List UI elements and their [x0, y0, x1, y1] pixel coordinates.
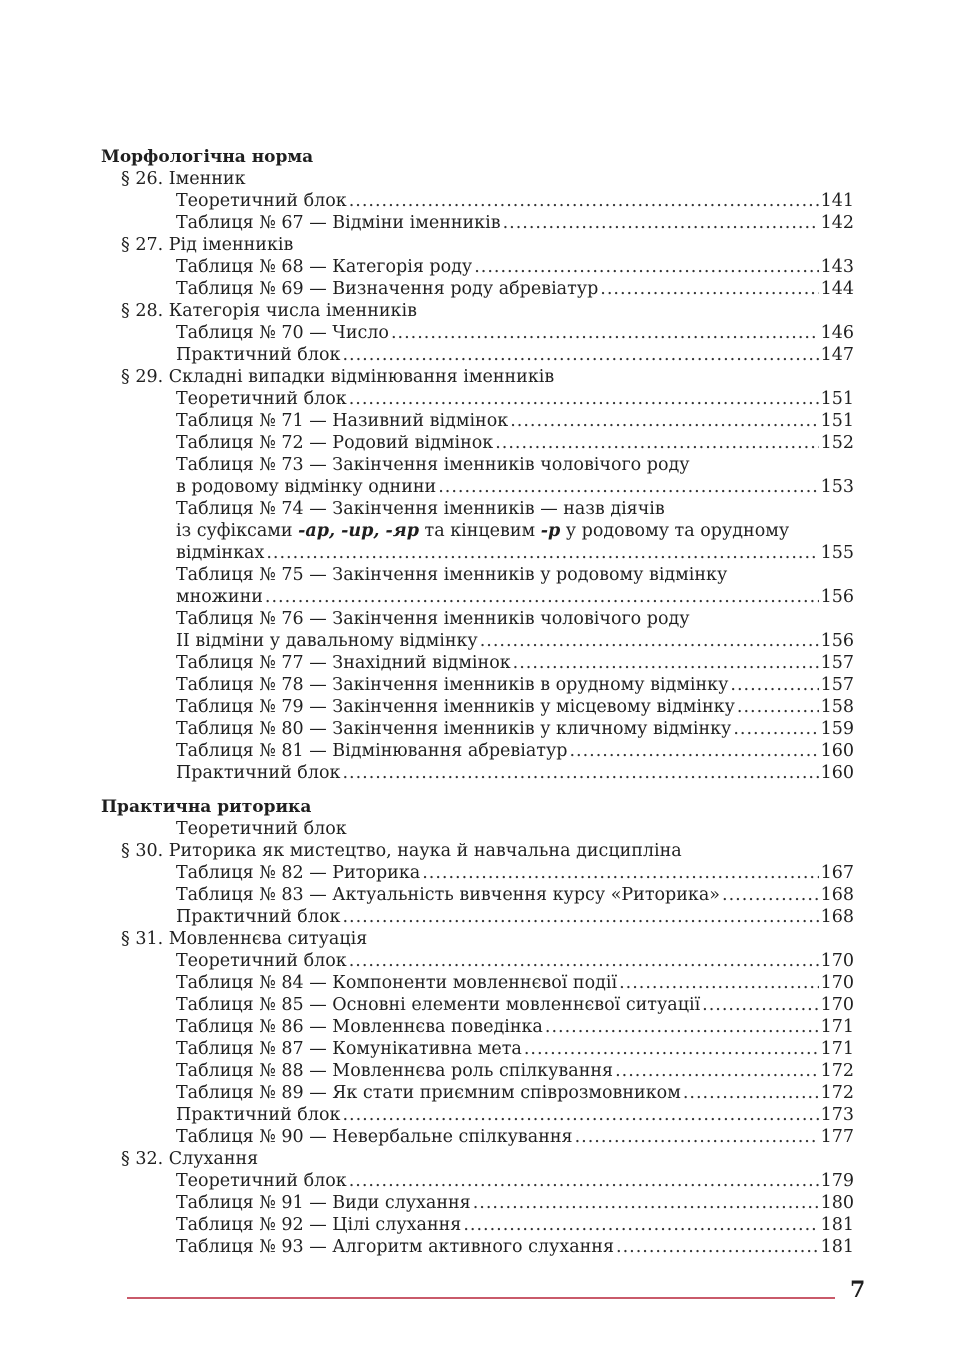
toc-entry-title: Таблиця № 84 — Компоненти мовленнєвої події — [176, 973, 618, 993]
toc-text: та кінцевим — [418, 521, 541, 541]
toc-entry — [101, 476, 854, 498]
toc-page-number: 181 — [820, 1237, 854, 1257]
toc-entry — [101, 1170, 854, 1192]
toc-paragraph-title: § 28. Категорія числа іменників — [121, 301, 417, 321]
toc-line: Таблиця № 76 — Закінчення іменників чоловічого роду — [176, 609, 690, 629]
toc-entry-title: Теоретичний блок — [176, 389, 347, 409]
toc-page-number: 151 — [820, 411, 854, 431]
dot-leader — [615, 1060, 819, 1082]
toc-entry — [101, 906, 854, 928]
toc-entry-title: Таблиця № 83 — Актуальність вивчення курсу «Риторика» — [176, 885, 721, 905]
toc-paragraph-title: § 31. Мовленнєва ситуація — [121, 929, 368, 949]
toc-entry-title: Таблиця № 68 — Категорія роду — [176, 257, 473, 277]
toc-entry-title: Практичний блок — [176, 763, 341, 783]
toc-page-number: 141 — [820, 191, 854, 211]
toc-entry — [101, 1236, 854, 1258]
dot-leader — [702, 994, 818, 1016]
dot-leader — [422, 862, 818, 884]
toc-entry — [101, 1104, 854, 1126]
toc-page-number: 143 — [820, 257, 854, 277]
dot-leader — [722, 884, 819, 906]
toc-entry-title: Таблиця № 91 — Види слухання — [176, 1193, 471, 1213]
dot-leader — [349, 190, 819, 212]
toc-entry-title: Таблиця № 72 — Родовий відмінок — [176, 433, 494, 453]
dot-leader — [438, 476, 818, 498]
toc-entry-title: Таблиця № 71 — Називний відмінок — [176, 411, 509, 431]
toc-entry-title: Практичний блок — [176, 345, 341, 365]
toc-line: Таблиця № 75 — Закінчення іменників у родовому відмінку — [176, 565, 728, 585]
dot-leader — [569, 740, 818, 762]
dot-leader — [474, 256, 818, 278]
toc-entry-title: Таблиця № 78 — Закінчення іменників в орудному відмінку — [176, 675, 729, 695]
toc-page-number: 157 — [820, 653, 854, 673]
toc-entry — [101, 1016, 854, 1038]
footer-rule — [127, 1297, 835, 1299]
dot-leader — [600, 278, 818, 300]
toc-paragraph-title: § 29. Складні випадки відмінювання іменників — [121, 367, 555, 387]
toc-entry — [101, 388, 854, 410]
dot-leader — [342, 1104, 818, 1126]
toc-entry-title: Теоретичний блок — [176, 951, 347, 971]
dot-leader — [349, 388, 819, 410]
section-heading: Морфологічна норма — [101, 147, 314, 167]
dot-leader — [495, 432, 818, 454]
toc-page-number: 156 — [820, 587, 854, 607]
toc-entry — [101, 1038, 854, 1060]
toc-line — [101, 520, 854, 542]
page-number: 7 — [850, 1277, 866, 1303]
suffix-text: -р — [540, 521, 561, 541]
dot-leader — [265, 586, 819, 608]
toc-entry-title: Таблиця № 90 — Невербальне спілкування — [176, 1127, 573, 1147]
toc-paragraph-title: § 27. Рід іменників — [121, 235, 294, 255]
toc-text: у родовому та орудному — [560, 521, 790, 541]
toc-page-number: 158 — [820, 697, 854, 717]
toc-page-number: 142 — [820, 213, 854, 233]
toc-page-number: 156 — [820, 631, 854, 651]
toc-entry-title: Теоретичний блок — [176, 1171, 347, 1191]
toc-page-number: 155 — [820, 543, 854, 563]
toc-page-number: 146 — [820, 323, 854, 343]
toc-entry-title: Таблиця № 82 — Риторика — [176, 863, 421, 883]
toc-entry-title: Таблиця № 69 — Визначення роду абревіатур — [176, 279, 599, 299]
dot-leader — [342, 762, 818, 784]
toc-paragraph-title: § 32. Слухання — [121, 1149, 259, 1169]
toc-entry — [101, 884, 854, 906]
toc-line: Таблиця № 73 — Закінчення іменників чоловічого роду — [176, 455, 690, 475]
dot-leader — [524, 1038, 819, 1060]
toc-page-number: 168 — [820, 885, 854, 905]
toc-entry — [101, 972, 854, 994]
dot-leader — [473, 1192, 819, 1214]
dot-leader — [503, 212, 819, 234]
toc-entry — [101, 994, 854, 1016]
section-heading: Практична риторика — [101, 797, 312, 817]
toc-page-number: 177 — [820, 1127, 854, 1147]
toc-entry-title: в родовому відмінку однини — [176, 477, 437, 497]
toc-page-number: 171 — [820, 1039, 854, 1059]
toc-entry-title: Практичний блок — [176, 907, 341, 927]
toc-line: Таблиця № 74 — Закінчення іменників — назв діячів — [176, 499, 665, 519]
dot-leader — [730, 674, 818, 696]
dot-leader — [545, 1016, 819, 1038]
toc-page-number: 172 — [820, 1061, 854, 1081]
toc-entry-title: Таблиця № 88 — Мовленнєва роль спілкування — [176, 1061, 614, 1081]
toc-page-number: 180 — [820, 1193, 854, 1213]
dot-leader — [616, 1236, 819, 1258]
dot-leader — [266, 542, 818, 564]
toc-entry — [101, 212, 854, 234]
toc-page-number: 173 — [820, 1105, 854, 1125]
toc-page-number: 151 — [820, 389, 854, 409]
toc-entry — [101, 652, 854, 674]
toc-page-number: 159 — [820, 719, 854, 739]
toc-page-number: 152 — [820, 433, 854, 453]
toc-entry — [101, 190, 854, 212]
toc-entry-title: Теоретичний блок — [176, 191, 347, 211]
toc-page-number: 170 — [820, 995, 854, 1015]
toc-page-number: 167 — [820, 863, 854, 883]
toc-page-number: 144 — [820, 279, 854, 299]
dot-leader — [683, 1082, 819, 1104]
toc-paragraph-title: § 30. Риторика як мистецтво, наука й навчальна дисципліна — [121, 841, 682, 861]
dot-leader — [575, 1126, 819, 1148]
toc-page-number: 179 — [820, 1171, 854, 1191]
dot-leader — [342, 344, 818, 366]
dot-leader — [737, 696, 819, 718]
toc-entry-title: Таблиця № 81 — Відмінювання абревіатур — [176, 741, 568, 761]
dot-leader — [513, 652, 819, 674]
toc-page-number: 147 — [820, 345, 854, 365]
toc-entry — [101, 762, 854, 784]
toc-entry-title: Таблиця № 77 — Знахідний відмінок — [176, 653, 511, 673]
toc-entry — [101, 740, 854, 762]
dot-leader — [349, 950, 819, 972]
toc-paragraph-title: § 26. Іменник — [121, 169, 246, 189]
toc-entry — [101, 586, 854, 608]
toc-entry-title: відмінках — [176, 543, 265, 563]
toc-entry — [101, 542, 854, 564]
toc-page-number: 170 — [820, 973, 854, 993]
toc-entry-title: множини — [176, 587, 263, 607]
dot-leader — [391, 322, 819, 344]
toc-page-number: 172 — [820, 1083, 854, 1103]
toc-line: Теоретичний блок — [176, 819, 347, 839]
toc-entry-title: Таблиця № 70 — Число — [176, 323, 389, 343]
toc-entry — [101, 322, 854, 344]
toc-page-number: 171 — [820, 1017, 854, 1037]
toc-entry — [101, 1126, 854, 1148]
toc-entry-title: Практичний блок — [176, 1105, 341, 1125]
toc-entry — [101, 696, 854, 718]
table-of-contents — [101, 146, 854, 1258]
dot-leader — [349, 1170, 819, 1192]
toc-page-number: 160 — [820, 763, 854, 783]
toc-page-number: 181 — [820, 1215, 854, 1235]
toc-page-number: 168 — [820, 907, 854, 927]
toc-entry — [101, 256, 854, 278]
toc-entry-title: Таблиця № 87 — Комунікативна мета — [176, 1039, 522, 1059]
toc-entry — [101, 410, 854, 432]
toc-entry — [101, 630, 854, 652]
dot-leader — [733, 718, 818, 740]
toc-entry — [101, 674, 854, 696]
toc-entry — [101, 1192, 854, 1214]
toc-entry — [101, 432, 854, 454]
toc-entry-title: Таблиця № 93 — Алгоритм активного слухання — [176, 1237, 615, 1257]
dot-leader — [510, 410, 818, 432]
toc-entry-title: Таблиця № 67 — Відміни іменників — [176, 213, 501, 233]
toc-entry-title: II відміни у давальному відмінку — [176, 631, 478, 651]
toc-entry-title: Таблиця № 79 — Закінчення іменників у місцевому відмінку — [176, 697, 735, 717]
suffix-text: -ар, -ир, -яр — [298, 521, 419, 541]
toc-page-number: 160 — [820, 741, 854, 761]
toc-entry-title: Таблиця № 85 — Основні елементи мовленнєвої ситуації — [176, 995, 701, 1015]
toc-page-number: 170 — [820, 951, 854, 971]
toc-entry-title: Таблиця № 86 — Мовленнєва поведінка — [176, 1017, 543, 1037]
dot-leader — [342, 906, 818, 928]
toc-entry-title: Таблиця № 92 — Цілі слухання — [176, 1215, 462, 1235]
toc-entry — [101, 718, 854, 740]
toc-entry — [101, 950, 854, 972]
toc-page-number: 153 — [820, 477, 854, 497]
toc-text: із суфіксами — [176, 521, 299, 541]
dot-leader — [463, 1214, 818, 1236]
dot-leader — [480, 630, 819, 652]
toc-entry — [101, 344, 854, 366]
toc-entry-title: Таблиця № 89 — Як стати приємним співрозмовником — [176, 1083, 681, 1103]
toc-entry-title: Таблиця № 80 — Закінчення іменників у кличному відмінку — [176, 719, 732, 739]
toc-entry — [101, 1060, 854, 1082]
toc-entry — [101, 862, 854, 884]
toc-entry — [101, 1082, 854, 1104]
dot-leader — [619, 972, 818, 994]
toc-page-number: 157 — [820, 675, 854, 695]
toc-entry — [101, 1214, 854, 1236]
toc-entry — [101, 278, 854, 300]
